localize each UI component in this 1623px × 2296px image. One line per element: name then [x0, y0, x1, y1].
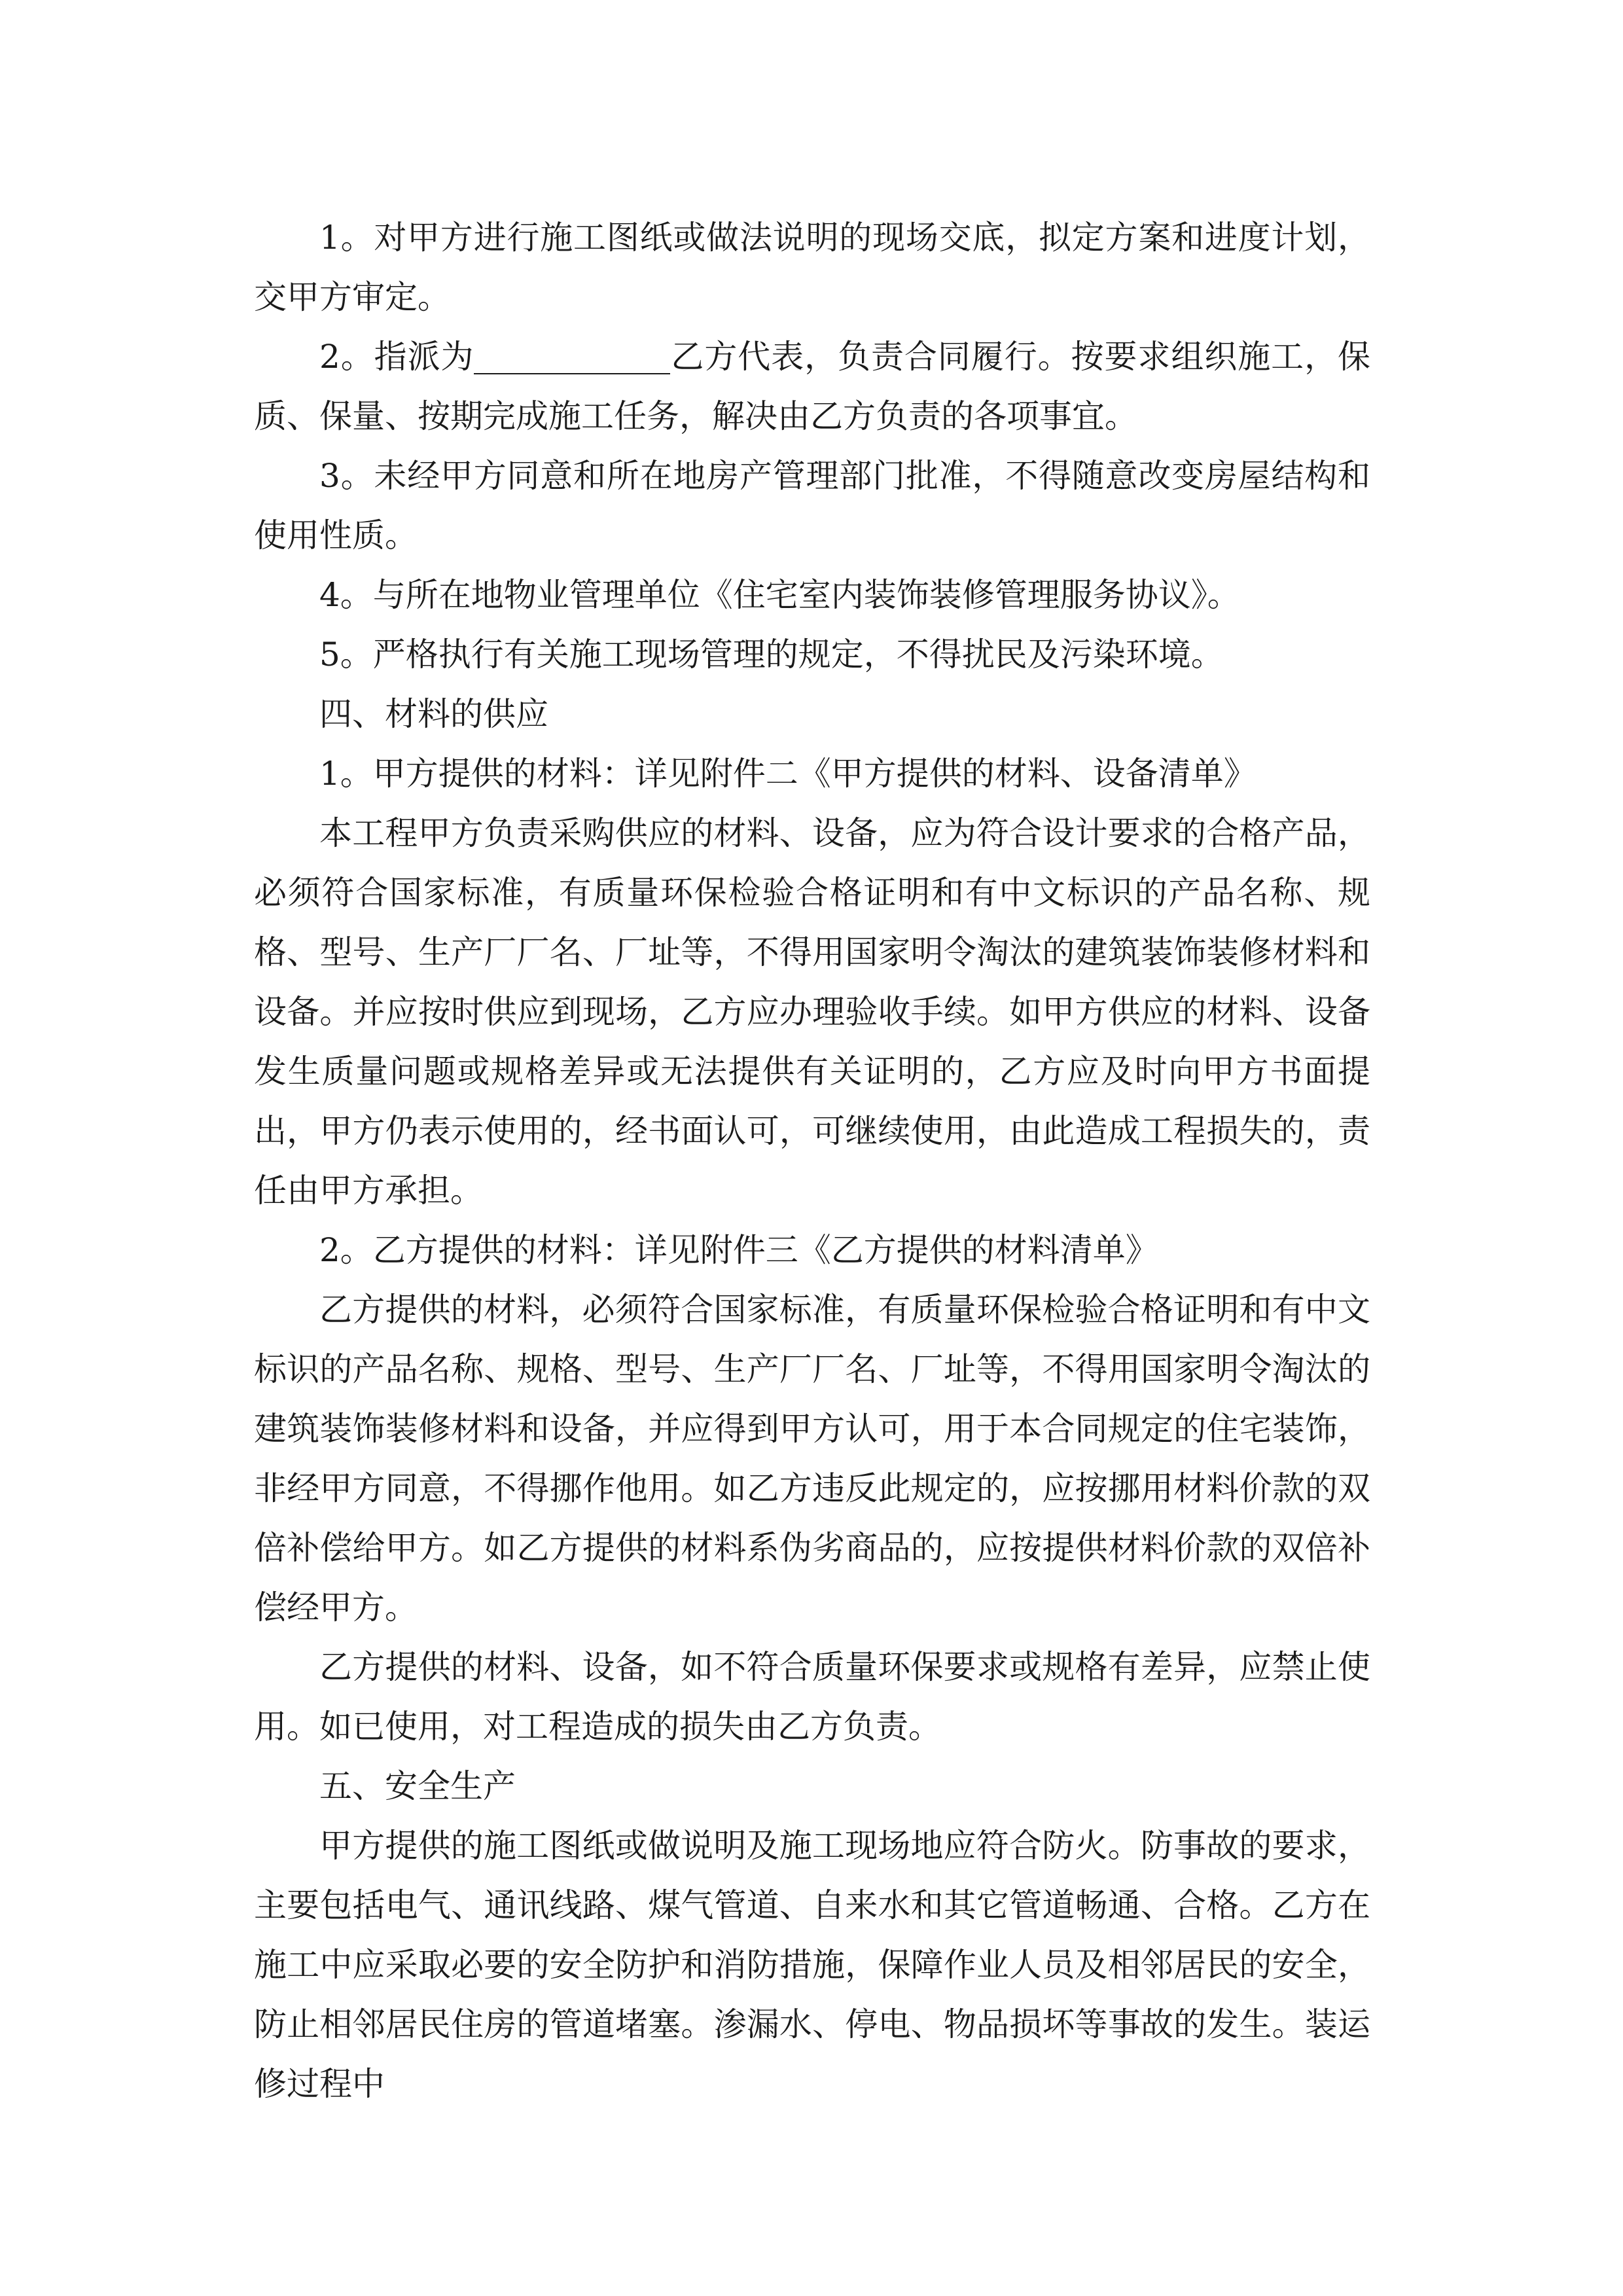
representative-blank	[474, 340, 670, 374]
section-heading-materials: 四、材料的供应	[319, 695, 548, 733]
paragraph-party-b-materials-quality: 乙方提供的材料、设备，如不符合质量环保要求或规格有差异，应禁止使用。如已使用，对工程造成的损失由乙方负责。	[254, 1648, 1370, 1746]
section-heading-safety: 五、安全生产	[319, 1767, 516, 1805]
paragraph-party-a-materials: 1。甲方提供的材料：详见附件二《甲方提供的材料、设备清单》	[319, 755, 1257, 793]
paragraph-party-b-materials: 2。乙方提供的材料：详见附件三《乙方提供的材料清单》	[319, 1231, 1158, 1269]
item-2-prefix: 2。指派为	[319, 338, 474, 376]
paragraph-safety-detail: 甲方提供的施工图纸或做说明及施工现场地应符合防火。防事故的要求，主要包括电气、通讯线路、煤气管道、自来水和其它管道畅通、合格。乙方在施工中应采取必要的安全防护和消防措施，保障作业人员及相邻居民的安全，防止相邻居民住房的管道堵塞。渗漏水、停电、物品损坏等事故的发生。装运修过程中	[254, 1827, 1370, 2103]
item-2-suffix: 乙方代表，负责合同履行。按要求组织施工，保质、保量、按期完成施工任务，解决由乙方负责的各项事宜。	[254, 338, 1371, 435]
paragraph-item-3: 3。未经甲方同意和所在地房产管理部门批准，不得随意改变房屋结构和使用性质。	[254, 457, 1370, 554]
document-body	[254, 208, 1370, 2114]
paragraph-party-a-materials-detail: 本工程甲方负责采购供应的材料、设备，应为符合设计要求的合格产品，必须符合国家标准，有质量环保检验合格证明和有中文标识的产品名称、规格、型号、生产厂厂名、厂址等，不得用国家明令淘汰的建筑装饰装修材料和设备。并应按时供应到现场，乙方应办理验收手续。如甲方供应的材料、设备发生质量问题或规格差异或无法提供有关证明的，乙方应及时向甲方书面提出，甲方仍表示使用的，经书面认可，可继续使用，由此造成工程损失的，责任由甲方承担。	[254, 814, 1370, 1210]
paragraph-item-1: 1。对甲方进行施工图纸或做法说明的现场交底，拟定方案和进度计划，交甲方审定。	[254, 219, 1370, 316]
paragraph-party-b-materials-detail: 乙方提供的材料，必须符合国家标准，有质量环保检验合格证明和有中文标识的产品名称、规格、型号、生产厂厂名、厂址等，不得用国家明令淘汰的建筑装饰装修材料和设备，并应得到甲方认可，用于本合同规定的住宅装饰，非经甲方同意，不得挪作他用。如乙方违反此规定的，应按挪用材料价款的双倍补偿给甲方。如乙方提供的材料系伪劣商品的，应按提供材料价款的双倍补偿经甲方。	[254, 1291, 1370, 1626]
paragraph-item-5: 5。严格执行有关施工现场管理的规定，不得扰民及污染环境。	[319, 636, 1224, 673]
paragraph-item-2	[254, 327, 1370, 446]
paragraph-item-4: 4。与所在地物业管理单位《住宅室内装饰装修管理服务协议》。	[319, 576, 1240, 614]
